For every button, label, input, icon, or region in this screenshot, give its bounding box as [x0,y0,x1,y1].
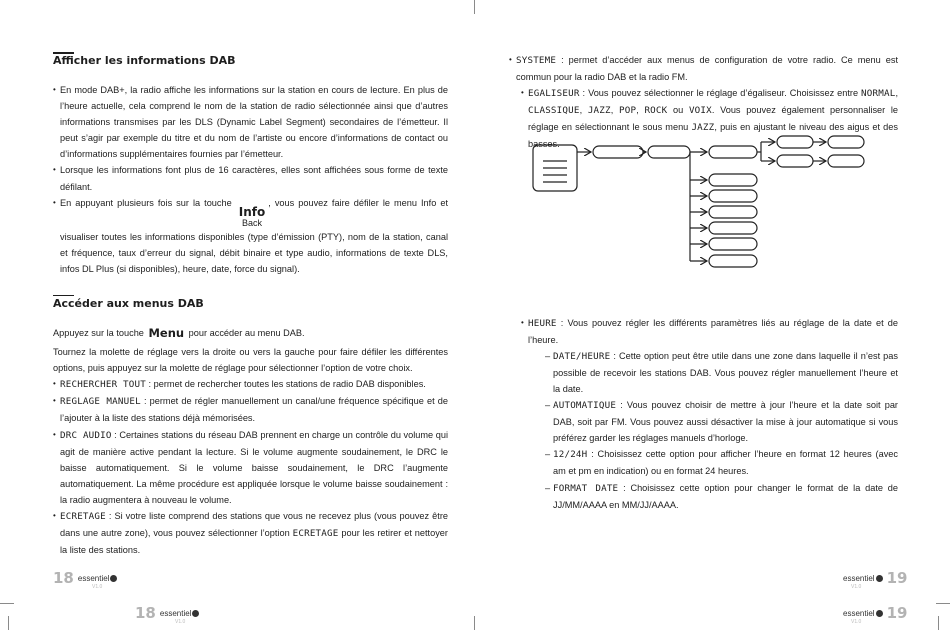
left-page-column [53,52,448,558]
press-menu-paragraph: Appuyez sur la touche Menu pour accéder au menu DAB. [53,325,305,340]
bullet-systeme: • SYSTEME : permet d’accéder aux menus de configuration de votre radio. Ce menu est commun pour la radio DAB et la radio FM. [509,52,898,85]
menu-node [709,206,757,218]
brand-logo: essentiel [843,575,883,583]
crop-mark [0,603,14,604]
brand-logo-icon [192,610,199,617]
brand-logo: essentiel [843,610,883,618]
bullet-egaliseur: • EGALISEUR : Vous pouvez sélectionner le réglage d’égaliseur. Choisissez entre NORMAL, CLASSIQUE, JAZZ, POP, ROCK ou VOIX. Vous pouvez également personnaliser le réglage en sélectionnant le sous menu JAZZ, puis en ajustant le niveau des aigus et des basses. [521,85,898,152]
info-back-key-label: Info Back [238,204,266,228]
menu-node [709,190,757,202]
brand-logo-icon [876,610,883,617]
crop-mark [8,616,9,630]
version-label: V1.0 [92,584,103,590]
menu-node [709,238,757,250]
brand-logo-icon [110,575,117,582]
menu-node [828,136,864,148]
menu-node [593,146,643,158]
turn-dial-paragraph: Tournez la molette de réglage vers la droite ou vers la gauche pour faire défiler les différentes options, puis appuyez sur la molette de réglage pour sélectionner l’option de votre choix. [53,347,448,374]
bullet-rechercher-tout: • RECHERCHER TOUT : permet de rechercher toutes les stations de radio DAB disponibles. [53,376,448,393]
menu-node [777,136,813,148]
brand-logo-icon [876,575,883,582]
section-title-dab-info: Afficher les informations DAB [53,52,448,68]
page-number: 19 [886,604,908,622]
page-number: 18 [135,604,156,622]
menu-node [709,146,757,158]
brand-logo: essentiel [160,610,200,618]
bullet-scroll-text: • Lorsque les informations font plus de 16 caractères, elles sont affichées sous forme de texte défilant. [53,162,448,194]
page-number: 19 [886,569,908,587]
menu-node [828,155,864,167]
sub-date-heure: – DATE/HEURE : Cette option peut être utile dans une zone dans laquelle il n’est pas possible de recevoir les stations DAB. Vous pouvez régler manuellement l’heure et la date. [545,348,898,397]
left-page-footer [53,571,117,586]
menu-node [709,255,757,267]
menu-key-label: Menu [148,325,185,340]
sub-format-date: – FORMAT DATE : Choisissez cette option pour changer le format de la date de JJ/MM/AAAA en MM/JJ/AAAA. [545,480,898,513]
crop-mark [474,0,475,14]
bottom-strip-left-footer [135,606,199,621]
menu-tree-diagram [531,133,871,273]
version-label: V1.0 [851,619,862,625]
bullet-info-key: • En appuyant plusieurs fois sur la touche Info Back , vous pouvez faire défiler le menu Info et visualiser toutes les informations disponibles (type d’émission (PTY), nom de la station, canal et fréquence, taux d’erreur du signal, débit binaire et type audio, informations de texte DLS, infos DL Plus (si disponibles), heure, date, force du signal). [53,195,448,277]
brand-logo: essentiel [78,575,118,583]
crop-mark [936,603,950,604]
bullet-heure: • HEURE : Vous pouvez régler les différents paramètres liés au réglage de la date et de l’heure. [521,315,898,348]
menu-node [777,155,813,167]
bullet-reglage-manuel: • REGLAGE MANUEL : permet de régler manuellement un canal/une fréquence spécifique et de l’ajouter à la liste des stations déjà mémorisées. [53,393,448,426]
menu-node [709,174,757,186]
right-page-column [509,52,898,513]
bullet-ecretage: • ECRETAGE : Si votre liste comprend des stations que vous ne recevez plus (vous pouvez être dans une autre zone), vous pouvez sélectionner l’option ECRETAGE pour les retirer et nettoyer la liste des stations. [53,508,448,558]
menu-node [648,146,690,158]
page-number: 18 [53,569,74,587]
menu-node [709,222,757,234]
version-label: V1.0 [851,584,862,590]
sub-12-24h: – 12/24H : Choisissez cette option pour afficher l’heure en format 12 heures (avec am et pm en indication) ou en format 24 heures. [545,446,898,479]
section-title-dab-menus: Accéder aux menus DAB [53,295,448,311]
crop-mark [474,616,475,630]
version-label: V1.0 [175,619,186,625]
sub-automatique: – AUTOMATIQUE : Vous pouvez choisir de mettre à jour l’heure et la date soit par DAB, soit par FM. Vous pouvez aussi désactiver la mise à jour automatique si vous préférez garder les réglages manuels d’horloge. [545,397,898,446]
bullet-drc-audio: • DRC AUDIO : Certaines stations du réseau DAB prennent en charge un contrôle du volume qui agit de manière active pendant la lecture. Si le volume augmente soudainement, le DRC le baisse automatiquement. Si le volume baisse soudainement, le DRC l’augmente automatiquement. La même procédure est appliquée lorsque le volume baisse soudainement : la radio augmentera à nouveau le volume. [53,427,448,508]
bullet-dab-intro: • En mode DAB+, la radio affiche les informations sur la station en cours de lecture. En plus de l’heure actuelle, cela comprend le nom de la station de radio sélectionnée ainsi que d’autres informations transmises par les DLS (Dynamic Label Segment) secondaires de l’émetteur. Il peut s’agir par exemple du titre et du nom de l’artiste ou encore d’informations de contact ou d’informations supplémentaires fournies par l’émetteur. [53,82,448,162]
crop-mark [938,616,939,630]
